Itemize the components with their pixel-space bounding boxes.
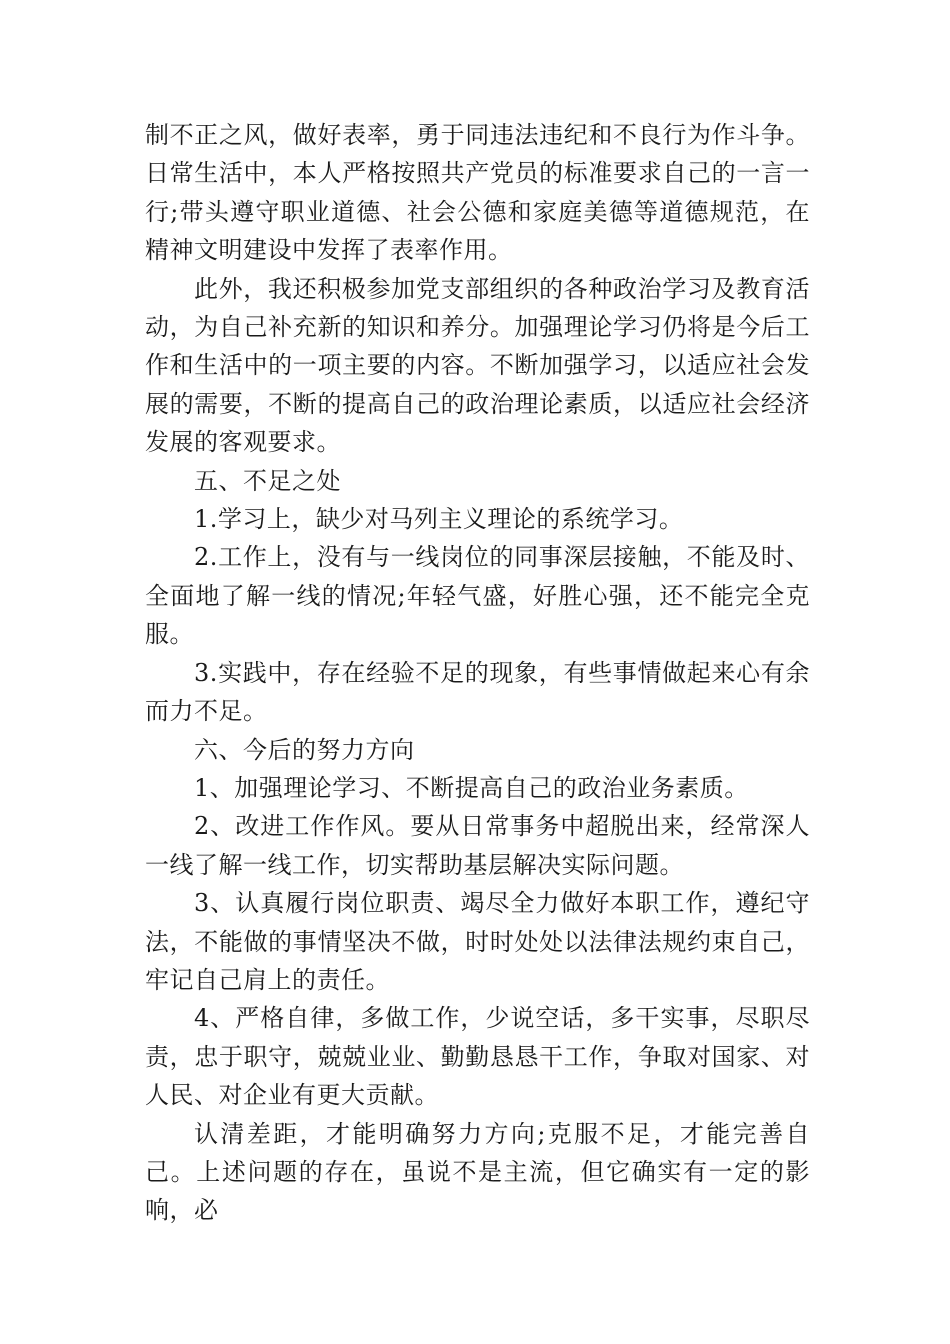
- shortcoming-item-3: 3.实践中，存在经验不足的现象，有些事情做起来心有余而力不足。: [145, 658, 810, 726]
- shortcoming-item-1: 1.学习上，缺少对马列主义理论的系统学习。: [194, 505, 684, 534]
- paragraph-study: 此外，我还积极参加党支部组织的各种政治学习及教育活动，为自己补充新的知识和养分。加强理论学习仍将是今后工作和生活中的一项主要的内容。不断加强学习，以适应社会发展的需要，不断的提高自己的政治理论素质，以适应社会经济发展的客观要求。: [145, 274, 810, 457]
- direction-item-4: 4、严格自律，多做工作，少说空话，多干实事，尽职尽责，忠于职守，兢兢业业、勤勤恳恳干工作，争取对国家、对人民、对企业有更大贡献。: [145, 1004, 810, 1110]
- paragraph-conduct: 制不正之风，做好表率，勇于同违法违纪和不良行为作斗争。日常生活中，本人严格按照共产党员的标准要求自己的一言一行;带头遵守职业道德、社会公德和家庭美德等道德规范，在精神文明建设中发挥了表率作用。: [145, 121, 810, 265]
- heading-shortcomings: 五、不足之处: [194, 466, 341, 495]
- shortcoming-item-2: 2.工作上，没有与一线岗位的同事深层接触，不能及时、全面地了解一线的情况;年轻气盛，好胜心强，还不能完全克服。: [145, 543, 810, 649]
- direction-item-1: 1、加强理论学习、不断提高自己的政治业务素质。: [194, 773, 749, 802]
- direction-item-2: 2、改进工作作风。要从日常事务中超脱出来，经常深人一线了解一线工作，切实帮助基层解决实际问题。: [145, 812, 810, 879]
- heading-future-direction: 六、今后的努力方向: [194, 735, 415, 764]
- paragraph-conclusion: 认清差距，才能明确努力方向;克服不足，才能完善自己。上述问题的存在，虽说不是主流，但它确实有一定的影响，必: [145, 1119, 810, 1225]
- direction-item-3: 3、认真履行岗位职责、竭尽全力做好本职工作，遵纪守法，不能做的事情坚决不做，时时处处以法律法规约束自己，牢记自己肩上的责任。: [145, 889, 810, 994]
- document-body: [145, 116, 810, 1230]
